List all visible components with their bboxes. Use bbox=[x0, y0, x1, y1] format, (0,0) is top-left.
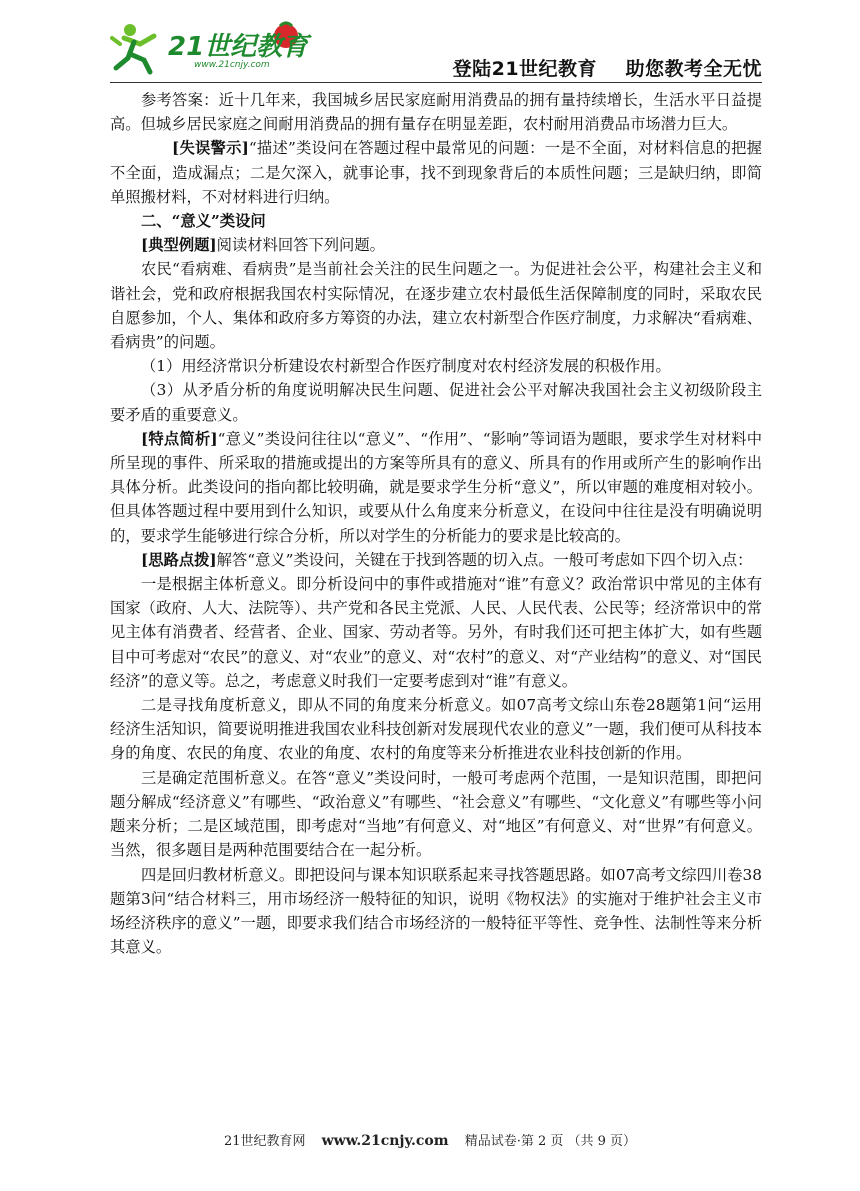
logo-url: www.21cnjy.com bbox=[194, 60, 270, 70]
paragraph bbox=[110, 354, 762, 378]
header-slogan: 登陆21世纪教育 助您教考全无忧 bbox=[452, 58, 762, 80]
footer-page-info: 精品试卷·第 2 页 （共 9 页） bbox=[464, 1134, 637, 1149]
section-tag: [失误警示] bbox=[172, 139, 249, 158]
paragraph bbox=[110, 136, 762, 209]
paragraph bbox=[110, 572, 762, 693]
paragraph-text: 农民“看病难、看病贵”是当前社会关注的民生问题之一。为促进社会公平，构建社会主义和谐社会，党和政府根据我国农村实际情况，在逐步建立农村最低生活保障制度的同时，采取农民自愿参加，个人、集体和政府多方筹资的办法，建立农村新型合作医疗制度，力求解决“看病难、看病贵”的问题。 bbox=[110, 260, 762, 352]
paragraph bbox=[110, 766, 762, 863]
document-body bbox=[110, 88, 762, 959]
paragraph-text: 解答“意义”类设问，关键在于找到答题的切入点。一般可考虑如下四个切入点： bbox=[216, 550, 753, 569]
paragraph-text: 阅读材料回答下列问题。 bbox=[216, 236, 385, 255]
paragraph bbox=[110, 427, 762, 548]
paragraph-text: “描述”类设问在答题过程中最常见的问题：一是不全面，对材料信息的把握不全面，造成漏点；二是欠深入，就事论事，找不到现象背后的本质性问题；三是缺归纳，即简单照搬材料，不对材料进行归纳。 bbox=[110, 139, 762, 206]
paragraph-text: （1）用经济常识分析建设农村新型合作医疗制度对农村经济发展的积极作用。 bbox=[141, 357, 671, 376]
paragraph-text: 参考答案：近十几年来，我国城乡居民家庭耐用消费品的拥有量持续增长，生活水平日益提高。但城乡居民家庭之间耐用消费品的拥有量存在明显差距，农村耐用消费品市场潜力巨大。 bbox=[110, 91, 762, 134]
footer-site: 21世纪教育网 bbox=[223, 1134, 306, 1149]
logo-text: 21世纪教育 bbox=[168, 32, 309, 62]
section-tag: [思路点拨] bbox=[141, 550, 217, 569]
section-heading: 二、“意义”类设问 bbox=[141, 212, 266, 231]
paragraph bbox=[110, 548, 762, 572]
paragraph-text: 三是确定范围析意义。在答“意义”类设问时，一般可考虑两个范围，一是知识范围，即把问题分解成“经济意义”有哪些、“政治意义”有哪些、“社会意义”有哪些、“文化意义”有哪些等小问题来分析；二是区域范围，即考虑对“当地”有何意义、对“地区”有何意义、对“世界”有何意义。当然，很多题目是两种范围要结合在一起分析。 bbox=[110, 768, 762, 860]
paragraph bbox=[110, 863, 762, 960]
paragraph-text: 一是根据主体析意义。即分析设问中的事件或措施对“谁”有意义？政治常识中常见的主体有国家（政府、人大、法院等）、共产党和各民主党派、人民、人民代表、公民等；经济常识中的常见主体有消费者、经营者、企业、国家、劳动者等。另外，有时我们还可把主体扩大，如有些题目中可考虑对“农民”的意义、对“农业”的意义、对“农村”的意义、对“产业结构”的意义、对“国民经济”的意义等。总之，考虑意义时我们一定要考虑到对“谁”有意义。 bbox=[110, 575, 762, 690]
paragraph bbox=[110, 88, 762, 136]
section-tag: [特点简析] bbox=[141, 429, 218, 448]
page-footer bbox=[0, 1130, 860, 1149]
paragraph bbox=[110, 693, 762, 766]
footer-url: www.21cnjy.com bbox=[321, 1133, 449, 1149]
section-tag: [典型例题] bbox=[141, 236, 217, 255]
paragraph bbox=[110, 233, 762, 257]
paragraph-text: 四是回归教材析意义。即把设问与课本知识联系起来寻找答题思路。如07高考文综四川卷38题第3问“结合材料三，用市场经济一般特征的知识，说明《物权法》的实施对于维护社会主义市场经济秩序的意义”一题，即要求我们结合市场经济的一般特征平等性、竞争性、法制性等来分析其意义。 bbox=[110, 865, 762, 957]
paragraph-text: （3）从矛盾分析的角度说明解决民生问题、促进社会公平对解决我国社会主义初级阶段主要矛盾的重要意义。 bbox=[110, 381, 762, 424]
paragraph-text: “意义”类设问往往以“意义”、“作用”、“影响”等词语为题眼，要求学生对材料中所呈现的事件、所采取的措施或提出的方案等所具有的意义、所具有的作用或所产生的影响作出具体分析。此类设问的指向都比较明确，就是要求学生分析“意义”，所以审题的难度相对较小。但具体答题过程中要用到什么知识，或要从什么角度来分析意义，在设问中往往是没有明确说明的，要求学生能够进行综合分析，所以对学生的分析能力的要求是比较高的。 bbox=[110, 429, 762, 545]
paragraph bbox=[110, 257, 762, 354]
paragraph bbox=[110, 378, 762, 426]
page-header bbox=[110, 18, 762, 83]
logo bbox=[110, 18, 310, 78]
paragraph-text: 二是寻找角度析意义，即从不同的角度来分析意义。如07高考文综山东卷28题第1问“运用经济生活知识，简要说明推进我国农业科技创新对发展现代农业的意义”一题，我们便可从科技本身的角度、农民的角度、农业的角度、农村的角度等来分析推进农业科技创新的作用。 bbox=[110, 696, 762, 763]
